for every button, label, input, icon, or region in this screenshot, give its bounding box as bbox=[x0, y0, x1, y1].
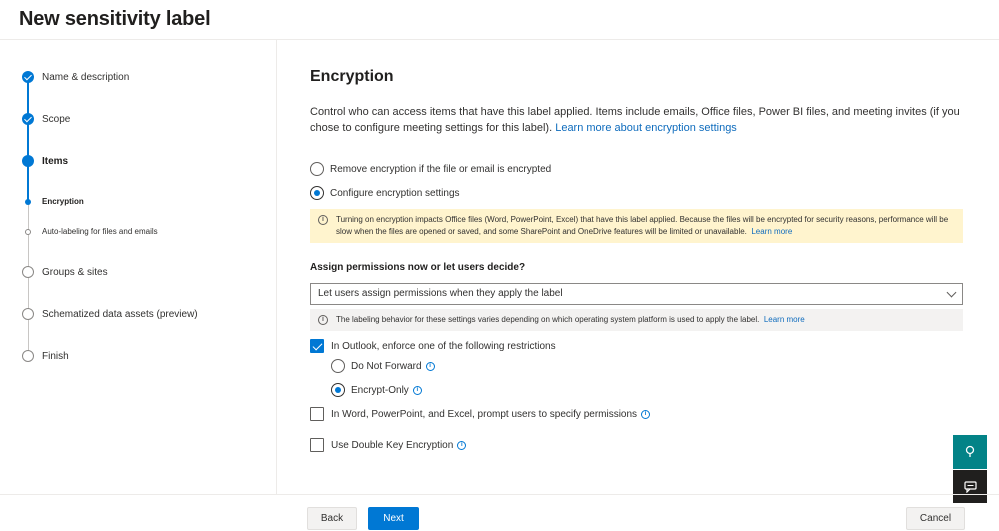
chat-icon bbox=[964, 481, 977, 493]
substep-auto-labeling[interactable] bbox=[25, 227, 158, 236]
permissions-label: Assign permissions now or let users decide? bbox=[310, 262, 526, 273]
step-finish[interactable] bbox=[22, 350, 69, 362]
info-icon[interactable]: i bbox=[457, 441, 466, 450]
pending-substep-icon bbox=[25, 229, 31, 235]
progress-line-items bbox=[27, 166, 29, 200]
substep-label: Encryption bbox=[42, 197, 84, 206]
step-label: Items bbox=[42, 155, 69, 167]
learn-more-encryption-link[interactable]: Learn more about encryption settings bbox=[555, 122, 737, 134]
warning-learn-more-link[interactable]: Learn more bbox=[751, 227, 793, 236]
intro-text bbox=[310, 104, 960, 136]
info-icon: i bbox=[318, 315, 328, 325]
checkbox-icon[interactable] bbox=[310, 407, 324, 421]
radio-selected-icon[interactable] bbox=[331, 383, 345, 397]
dropdown-value: Let users assign permissions when they apply the label bbox=[318, 288, 563, 299]
double-key-encryption-checkbox[interactable] bbox=[310, 438, 466, 452]
radio-encrypt-only[interactable] bbox=[331, 383, 422, 397]
help-widget[interactable] bbox=[953, 435, 987, 469]
outlook-restrictions-checkbox[interactable] bbox=[310, 339, 556, 353]
warning-message-bar bbox=[310, 209, 963, 243]
step-groups-sites[interactable] bbox=[22, 266, 108, 278]
checkbox-checked-icon[interactable] bbox=[310, 339, 324, 353]
substep-encryption[interactable] bbox=[25, 197, 84, 206]
cancel-button[interactable]: Cancel bbox=[906, 507, 965, 530]
info-icon: i bbox=[318, 215, 328, 225]
warning-text: Turning on encryption impacts Office files (Word, PowerPoint, Excel) that have this label applied. Because the files will be encrypted for security reasons, performance will be slow when the files are opened or saved, and some SharePoint and OneDrive features will be limited or unavailable. bbox=[336, 215, 949, 236]
info-text: The labeling behavior for these settings varies depending on which operating system platform is used to apply the label. bbox=[336, 315, 760, 324]
info-icon[interactable]: i bbox=[426, 362, 435, 371]
check-circle-icon bbox=[22, 71, 34, 83]
info-icon[interactable]: i bbox=[641, 410, 650, 419]
office-prompt-checkbox[interactable] bbox=[310, 407, 650, 421]
info-learn-more-link[interactable]: Learn more bbox=[763, 315, 805, 324]
radio-circle-icon[interactable] bbox=[310, 162, 324, 176]
footer-divider bbox=[0, 494, 999, 495]
step-label: Name & description bbox=[42, 71, 130, 83]
info-message-bar bbox=[310, 309, 963, 331]
substep-label: Auto-labeling for files and emails bbox=[42, 227, 158, 236]
radio-remove-encryption[interactable] bbox=[310, 162, 551, 176]
intro-body: Control who can access items that have this label applied. Items include emails, Office files, Power BI files, and meeting invites (if you chose to configure meeting settings for this label). bbox=[310, 106, 960, 134]
section-title: Encryption bbox=[310, 68, 394, 85]
next-button[interactable]: Next bbox=[368, 507, 419, 530]
step-label: Groups & sites bbox=[42, 266, 108, 278]
checkbox-label: In Word, PowerPoint, and Excel, prompt users to specify permissions bbox=[331, 408, 638, 420]
pending-step-icon bbox=[22, 308, 34, 320]
chevron-down-icon bbox=[947, 288, 957, 298]
pending-step-icon bbox=[22, 266, 34, 278]
radio-label: Do Not Forward bbox=[351, 360, 422, 372]
pending-step-icon bbox=[22, 350, 34, 362]
radio-label: Configure encryption settings bbox=[330, 187, 460, 199]
radio-label: Remove encryption if the file or email is encrypted bbox=[330, 163, 552, 175]
feedback-widget[interactable] bbox=[953, 470, 987, 503]
permissions-dropdown[interactable] bbox=[310, 283, 963, 305]
step-label: Finish bbox=[42, 350, 69, 362]
lightbulb-icon bbox=[964, 445, 976, 459]
radio-label: Encrypt-Only bbox=[351, 384, 409, 396]
radio-circle-icon[interactable] bbox=[331, 359, 345, 373]
check-circle-icon bbox=[22, 113, 34, 125]
wizard-sidebar bbox=[0, 40, 277, 494]
info-icon[interactable]: i bbox=[413, 386, 422, 395]
checkbox-label: In Outlook, enforce one of the following restrictions bbox=[331, 340, 556, 352]
page-title: New sensitivity label bbox=[19, 8, 211, 30]
step-name-description[interactable] bbox=[22, 71, 129, 83]
radio-do-not-forward[interactable] bbox=[331, 359, 435, 373]
step-scope[interactable] bbox=[22, 113, 70, 125]
checkbox-icon[interactable] bbox=[310, 438, 324, 452]
current-substep-icon bbox=[25, 199, 31, 205]
step-schematized-data[interactable] bbox=[22, 308, 198, 320]
step-label: Schematized data assets (preview) bbox=[42, 308, 198, 320]
step-label: Scope bbox=[42, 113, 71, 125]
checkbox-label: Use Double Key Encryption bbox=[331, 439, 454, 451]
radio-configure-encryption[interactable] bbox=[310, 186, 460, 200]
step-items[interactable] bbox=[22, 155, 68, 167]
current-step-icon bbox=[22, 155, 34, 167]
radio-selected-icon[interactable] bbox=[310, 186, 324, 200]
back-button[interactable]: Back bbox=[307, 507, 357, 530]
